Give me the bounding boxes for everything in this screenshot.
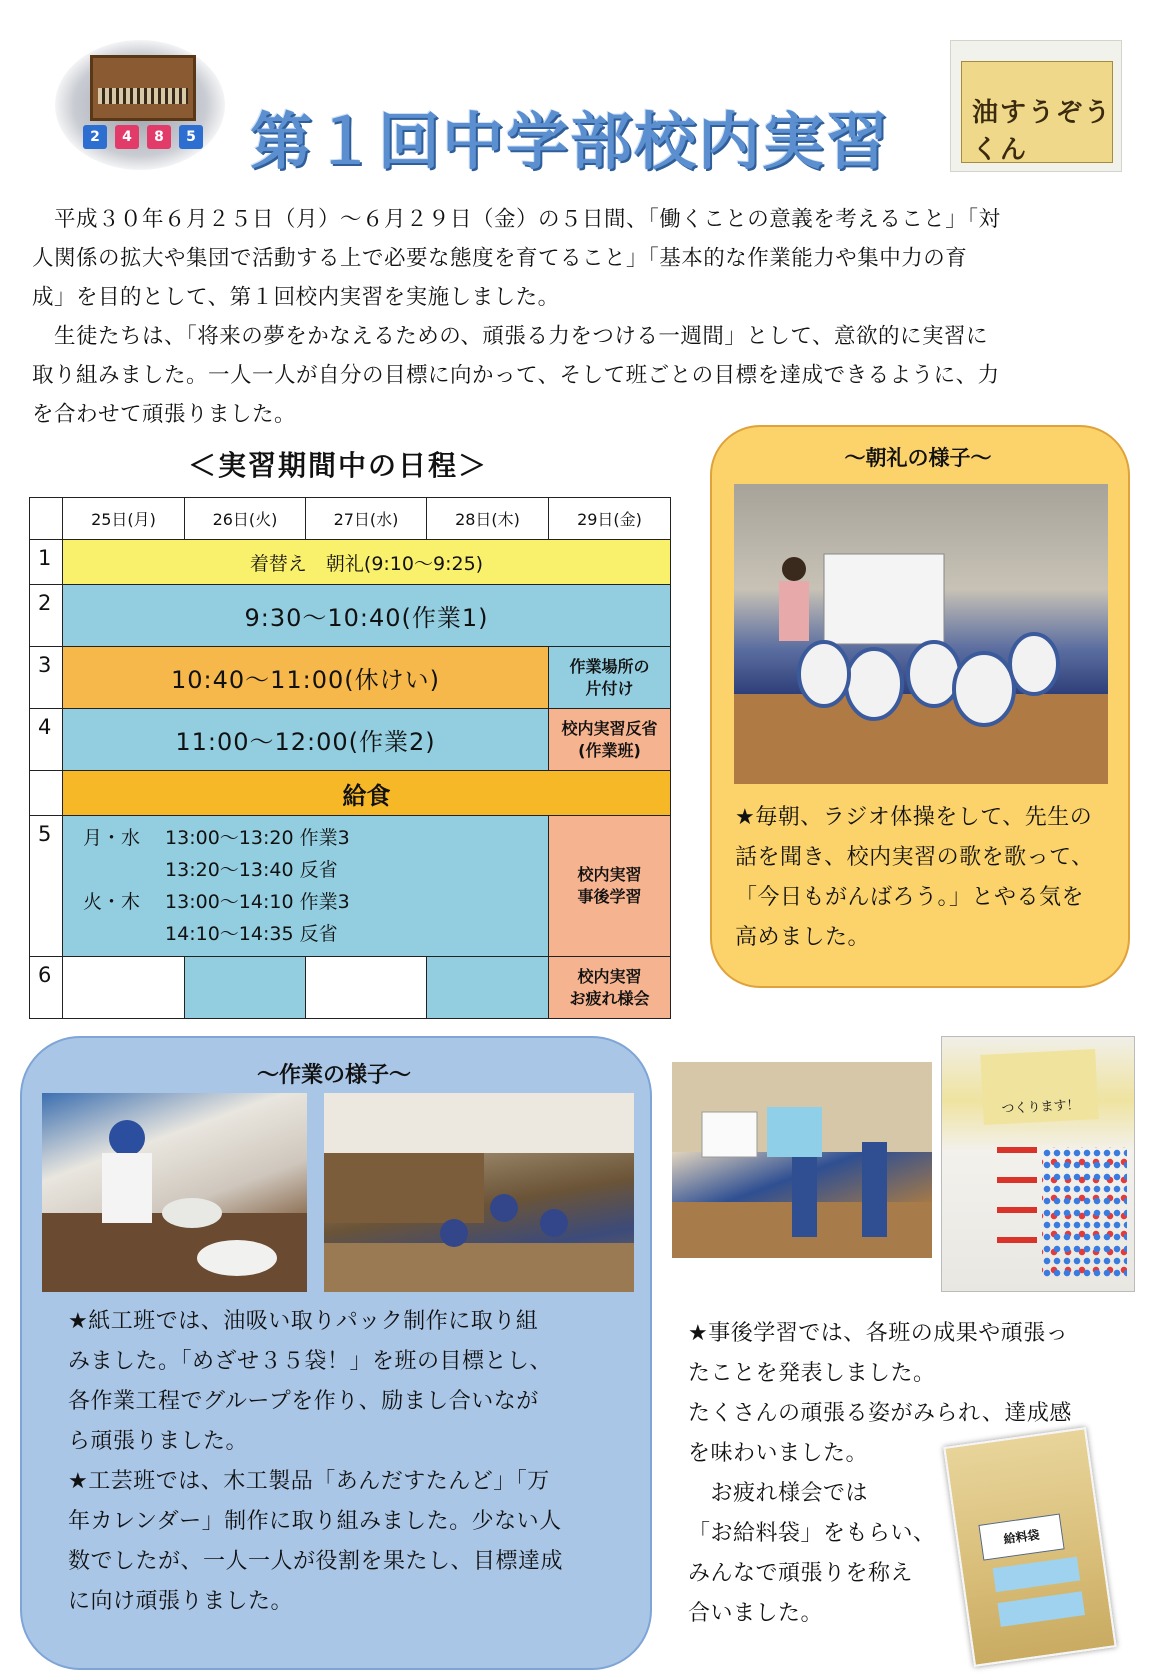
day-header: 27日(水) <box>306 498 427 540</box>
package-label <box>961 61 1113 163</box>
friday-line: お疲れ様会 <box>569 988 650 1008</box>
friday-line: 片付け <box>585 678 634 698</box>
table-row <box>30 771 671 816</box>
table-row <box>30 540 671 585</box>
row5-line: 火・木 13:00～14:10 作業3 <box>83 891 350 913</box>
caption-line: たことを発表しました。 <box>688 1361 936 1386</box>
table-header-row <box>30 498 671 540</box>
friday-line: 校内実習反省 <box>561 718 658 738</box>
caption-line: ら頑張りました。 <box>68 1429 249 1454</box>
caption-line: ★紙工班では、油吸い取りパック制作に取り組 <box>68 1309 539 1334</box>
morning-assembly-photo <box>734 484 1108 784</box>
row6-friday-cell <box>549 957 671 1019</box>
row5-line: 14:10～14:35 反省 <box>83 923 338 945</box>
die-5: 5 <box>179 125 203 149</box>
die-8: 8 <box>147 125 171 149</box>
caption-line: みんなで頑張りを称え <box>688 1561 914 1586</box>
morning-photo-sketch <box>734 484 1108 784</box>
work-panel-title: ～作業の様子～ <box>256 1063 411 1088</box>
period-number: 2 <box>30 585 63 647</box>
row6-cell-thu <box>427 957 549 1019</box>
table-row <box>30 816 671 957</box>
paper-photo-sketch <box>42 1093 307 1292</box>
period-number: 5 <box>30 816 63 957</box>
caption-line: ★事後学習では、各班の成果や頑張っ <box>688 1321 1069 1346</box>
corner-cell <box>30 498 63 540</box>
progress-poster-photo <box>941 1036 1135 1292</box>
friday-line: 校内実習 <box>577 865 642 884</box>
dice-box-illustration <box>55 40 225 170</box>
product-package-photo <box>950 40 1122 172</box>
caption-line: 話を聞き、校内実習の歌を歌って、 <box>735 845 1094 870</box>
lunch-cell: 給食 <box>63 771 671 816</box>
row3-cell: 10:40～11:00(休けい) <box>63 647 549 709</box>
table-row <box>30 709 671 771</box>
intro-paragraph <box>32 200 1132 434</box>
intro-line: 成」を目的として、第１回校内実習を実施しました。 <box>32 285 560 310</box>
ticket-1 <box>993 1557 1081 1593</box>
row5-friday-cell <box>549 816 671 957</box>
caption-line: 「今日もがんばろう。」とやる気を <box>735 885 1085 910</box>
page-title: 第１回中学部校内実習 <box>250 105 891 178</box>
wood-photo-sketch <box>324 1093 634 1292</box>
morning-caption <box>735 798 1115 958</box>
intro-line: 人関係の拡大や集団で活動する上で必要な態度を育てること」「基本的な作業能力や集中力の育 <box>32 246 968 271</box>
schedule-table <box>29 497 671 1019</box>
envelope-label: 給料袋 <box>978 1514 1064 1561</box>
morning-panel-title: ～朝礼の様子～ <box>844 446 992 470</box>
woodwork-photo <box>324 1093 634 1292</box>
caption-line: ★毎朝、ラジオ体操をして、先生の <box>735 805 1093 830</box>
row6-cell-tue <box>185 957 306 1019</box>
row1-cell: 着替え 朝礼(9:10～9:25) <box>63 540 671 585</box>
period-number: 3 <box>30 647 63 709</box>
wooden-box <box>90 55 196 121</box>
caption-line: みました。「めざせ３５袋！」を班の目標とし、 <box>68 1349 553 1374</box>
row4-friday-cell <box>549 709 671 771</box>
package-text: 油すうぞうくん <box>972 98 1113 165</box>
friday-line: 校内実習 <box>577 966 642 986</box>
caption-line: を味わいました。 <box>688 1441 869 1466</box>
box-pattern-band <box>98 88 188 104</box>
period-number: 6 <box>30 957 63 1019</box>
caption-line: 各作業工程でグループを作り、励まし合いなが <box>68 1389 539 1414</box>
caption-line: たくさんの頑張る姿がみられ、達成感 <box>688 1401 1072 1426</box>
lunch-number-cell <box>30 771 63 816</box>
intro-line: 取り組みました。一人一人が自分の目標に向かって、そして班ごとの目標を達成できるように、力 <box>32 363 1000 388</box>
work-caption <box>68 1302 628 1622</box>
row6-cell-mon <box>63 957 185 1019</box>
die-4: 4 <box>115 125 139 149</box>
day-header: 28日(木) <box>427 498 549 540</box>
friday-line: 事後学習 <box>577 887 642 906</box>
caption-line: 年カレンダー」制作に取り組みました。少ない人 <box>68 1509 562 1534</box>
paper-crafts-photo <box>42 1093 307 1292</box>
row6-cell-wed <box>306 957 427 1019</box>
caption-line: 数でしたが、一人一人が役割を果たし、目標達成 <box>68 1549 564 1574</box>
poster-sign: つくります！ <box>980 1049 1099 1125</box>
table-row <box>30 647 671 709</box>
row4-cell: 11:00～12:00(作業2) <box>63 709 549 771</box>
day-header: 29日(金) <box>549 498 671 540</box>
caption-line: 「お給料袋」をもらい、 <box>688 1521 936 1546</box>
table-row <box>30 957 671 1019</box>
row5-line: 13:20～13:40 反省 <box>83 859 338 881</box>
row5-cell <box>63 816 549 957</box>
die-2: 2 <box>83 125 107 149</box>
presentation-photo-sketch <box>672 1062 932 1258</box>
caption-line: 高めました。 <box>735 925 871 950</box>
friday-line: 作業場所の <box>569 656 650 676</box>
period-number: 1 <box>30 540 63 585</box>
ticket-2 <box>997 1591 1085 1627</box>
presentation-photo <box>672 1062 932 1258</box>
caption-line: お疲れ様会では <box>688 1481 869 1506</box>
day-header: 25日(月) <box>63 498 185 540</box>
intro-line: 平成３０年６月２５日（月）～６月２９日（金）の５日間、「働くことの意義を考えること」「対 <box>32 207 1001 232</box>
intro-line: 生徒たちは、「将来の夢をかなえるための、頑張る力をつける一週間」として、意欲的に実習に <box>32 324 988 349</box>
caption-line: に向け頑張りました。 <box>68 1589 294 1614</box>
caption-line: ★工芸班では、木工製品「あんだすたんど」「万 <box>68 1469 550 1494</box>
salary-envelope-photo <box>943 1427 1116 1667</box>
table-row <box>30 585 671 647</box>
row2-cell: 9:30～10:40(作業1) <box>63 585 671 647</box>
friday-line: (作業班) <box>578 740 641 760</box>
caption-line: 合いました。 <box>688 1601 824 1626</box>
schedule-heading: ＜実習期間中の日程＞ <box>188 449 489 482</box>
period-number: 4 <box>30 709 63 771</box>
progress-dot-chart <box>1042 1147 1127 1277</box>
poster-arrows-sketch <box>947 1137 1047 1277</box>
row5-line: 月・水 13:00～13:20 作業3 <box>83 827 350 849</box>
intro-line: を合わせて頑張りました。 <box>32 402 297 427</box>
day-header: 26日(火) <box>185 498 306 540</box>
row3-friday-cell <box>549 647 671 709</box>
